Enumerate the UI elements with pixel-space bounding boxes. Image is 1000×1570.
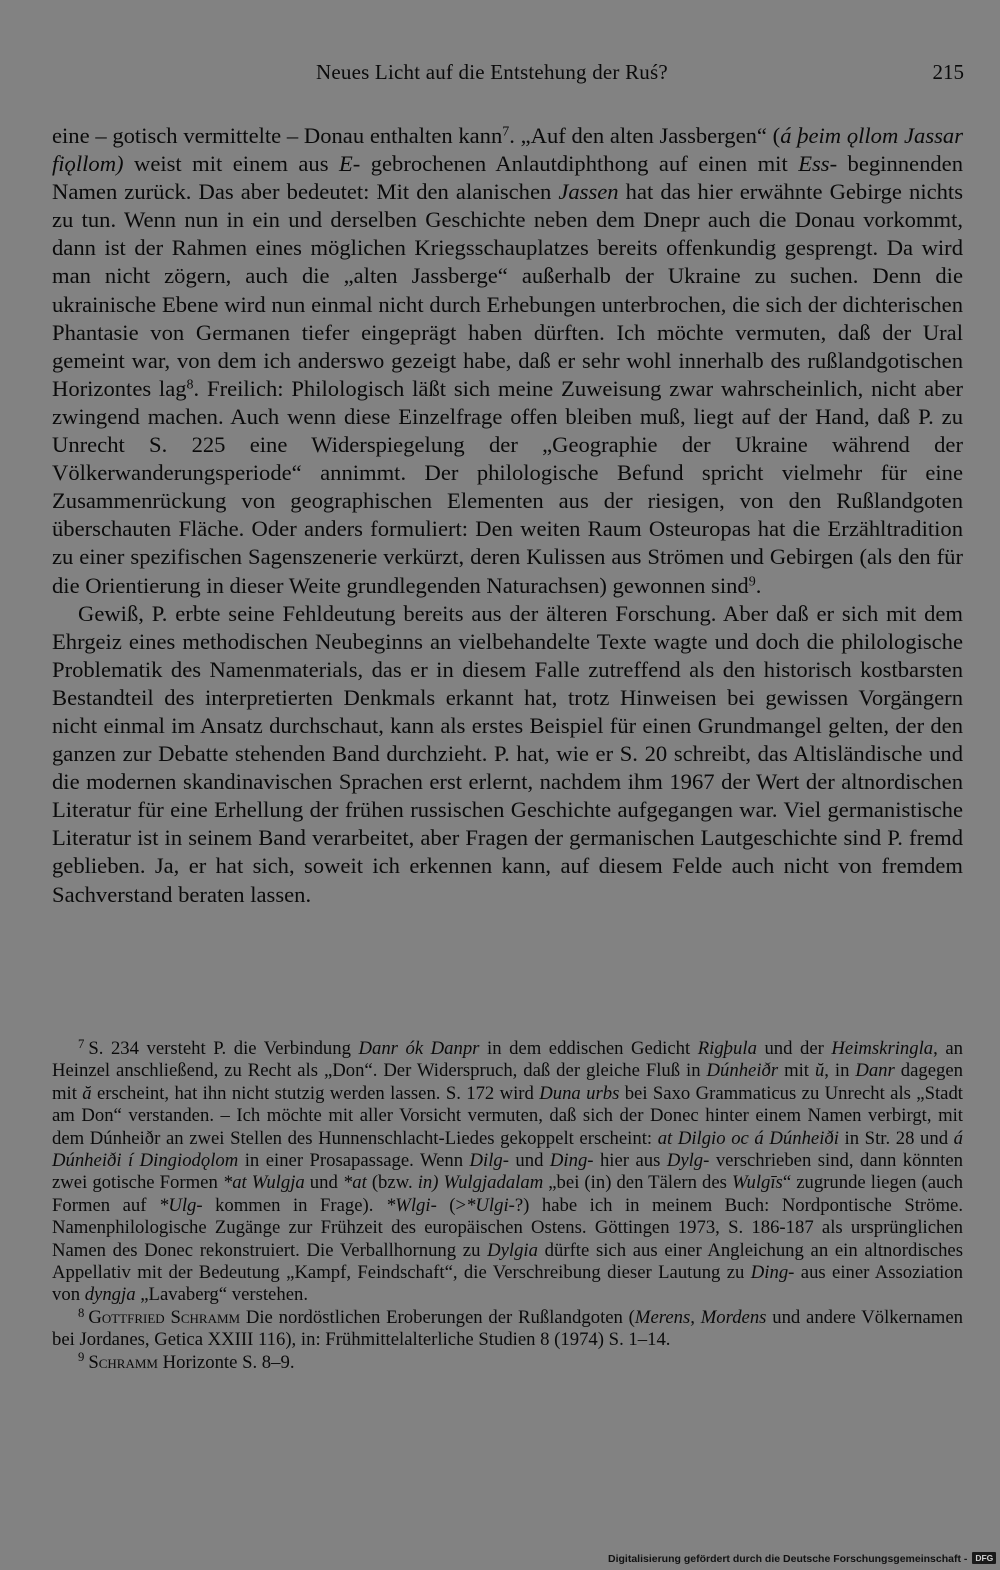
- italic-run: á þeim ǫllom Jassar fiǫllom): [52, 123, 963, 177]
- page-number: 215: [932, 60, 964, 84]
- footnote-ref-9: 9: [748, 573, 756, 589]
- text-run: Die nordöstlichen Eroberungen der Rußlandgoten (: [240, 1306, 635, 1328]
- footnote-number: 8: [78, 1305, 85, 1320]
- italic-run: E-: [338, 151, 361, 177]
- text-run: beginnenden Namen zurück. Das aber bedeutet: Mit den alanischen: [52, 151, 963, 205]
- text-run: , in: [824, 1060, 856, 1082]
- italic-run: Dilg-: [469, 1150, 509, 1172]
- italic-run: *at: [342, 1172, 367, 1194]
- main-text: [52, 122, 963, 909]
- italic-run: Rigþula: [697, 1038, 757, 1059]
- text-run: (bzw.: [366, 1172, 418, 1194]
- paragraph-1: [52, 122, 963, 600]
- running-header: [52, 60, 964, 90]
- text-run: weist mit einem aus: [123, 151, 339, 177]
- footnote-9: [52, 1352, 963, 1374]
- italic-run: ŭ: [814, 1060, 825, 1082]
- italic-run: *Ulg-: [158, 1194, 203, 1216]
- italic-run: *at Wulgja: [222, 1172, 305, 1194]
- text-run: ?) habe ich in meinem Buch: Nordpontische Ströme. Namenphilologische Zugänge zur Frühzeit des europäischen Ostens. Göttingen 1973, S. 186-187 als ursprünglichen Namen des Donec rekonstruiert. Die Verballhornung zu: [52, 1194, 963, 1261]
- text-run: in Str. 28 und: [838, 1127, 954, 1149]
- text-run: in dem eddischen Gedicht: [479, 1038, 698, 1059]
- running-title: Neues Licht auf die Entstehung der Ruś?: [316, 60, 668, 84]
- italic-run: Dylg-: [666, 1150, 710, 1172]
- italic-run: *Ulgi-: [466, 1194, 515, 1216]
- footnote-ref-7: 7: [502, 124, 510, 140]
- text-run: . Freilich: Philologisch läßt sich meine Zuweisung zwar wahrscheinlich, nicht aber zwingend machen. Auch wenn diese Einzelfrage offen bleiben muß, liegt auf der Hand, daß P. zu Unrecht S. 225 eine Widerspiegelung der „Geographie der Ukraine während der Völkerwanderungsperiode“ annimmt. Der philologische Befund spricht vielmehr für eine Zusammenrückung von geographischen Elementen aus der riesigen, von den Rußlandgoten überschauten Fläche. Oder anders formuliert: Den weiten Raum Osteuropas hat die Erzähltradition zu einer spezifischen Sagenszenerie verkürzt, deren Kulissen aus Strömen und Gebirgen (als den für die Orientierung in dieser Weite grundlegenden Naturachsen) gewonnen sind: [52, 375, 963, 598]
- text-run: und der: [756, 1038, 832, 1059]
- text-run: bei Saxo Grammaticus zu Unrecht als „Stadt am Don“ verstanden. – Ich möchte mit aller Vorsicht vermuten, daß sich der Donec hinter einem Namen verbirgt, mit dem Dúnheiðr an zwei Stellen des Hunnenschlacht-Liedes gekoppelt erscheint:: [52, 1082, 964, 1149]
- text-run: hat das hier erwähnte Gebirge nichts zu tun. Wenn nun in ein und derselben Geschichte neben dem Dnepr auch die Donau vorkommt, dann ist der Rahmen eines möglichen Kriegsschauplatzes bereits offenkundig gesprengt. Da wird man nicht zögern, auch die „alten Jassberge“ außerhalb der Ukraine zu suchen. Denn die ukrainische Ebene wird nun einmal nicht durch Erhebungen unterbrochen, die sich der dichterischen Phantasie von Germanen tiefer eingeprägt haben dürften. Ich möchte vermuten, daß der Ural gemeint war, von dem ich anderswo gezeigt habe, daß er sehr wohl innerhalb des rußlandgotischen Horizontes lag: [52, 179, 963, 401]
- text-run: „bei (in) den Tälern des: [543, 1172, 732, 1194]
- text-run: verschrieben sind, dann könnten zwei gotische Formen: [52, 1150, 964, 1194]
- author-name: Schramm: [88, 1351, 158, 1373]
- text-run: .: [755, 572, 762, 598]
- text-run: und andere Völkernamen bei Jordanes, Getica XXIII 116), in: Frühmittelalterliche Studien 8 (1974) S. 1–14.: [52, 1306, 963, 1351]
- italic-run: Wulgīs: [731, 1172, 783, 1194]
- italic-run: Duna urbs: [539, 1082, 620, 1104]
- footnote-number: 7: [78, 1036, 85, 1051]
- text-run: dagegen mit: [52, 1060, 963, 1104]
- italic-run: Jassen: [558, 179, 619, 205]
- text-run: S. 234 versteht P. die Verbindung: [88, 1038, 359, 1059]
- italic-run: Danr: [855, 1060, 895, 1082]
- text-run: und: [304, 1172, 343, 1194]
- footnote-7: [52, 1038, 963, 1307]
- author-name: Gottfried Schramm: [88, 1306, 241, 1328]
- italic-run: dyngja: [84, 1284, 136, 1306]
- digitization-credit: [608, 1551, 996, 1567]
- italic-run: ă: [82, 1082, 92, 1104]
- text-run: dürfte sich aus einer Angleichung an ein altnordisches Appellativ mit der Bedeutung „Kampf, Feindschaft“, die Verschreibung dieser Lautung zu: [52, 1239, 963, 1284]
- italic-run: *Wlgi-: [385, 1194, 437, 1216]
- footnotes: [52, 1038, 963, 1374]
- dfg-logo: DFG: [972, 1552, 996, 1564]
- text-run: gebrochenen Anlautdiphthong auf einen mit: [360, 151, 799, 177]
- italic-run: Danr ók Danpr: [358, 1038, 480, 1059]
- paragraph-2: Gewiß, P. erbte seine Fehldeutung bereits aus der älteren Forschung. Aber daß er sich mit dem Ehrgeiz eines methodischen Neubeginns an vielbehandelte Texte wagte und doch die philologische Problematik des Namenmaterials, das er in diesem Falle zutreffend als den historisch kostbarsten Bestandteil des interpretierten Denkmals erkannt hat, trotz Hinweisen bei gewissen Vorgängern nicht einmal im Ansatz durchschaut, kann als erstes Beispiel für einen Grundmangel gelten, der den ganzen zur Debatte stehenden Band durchzieht. P. hat, wie er S. 20 schreibt, das Altisländische und die modernen skandinavischen Sprachen erst erlernt, nachdem ihm 1967 der Wert der altnordischen Literatur für eine Erhellung der frühen russischen Geschichte aufgegangen war. Viel germanistische Literatur ist in seinem Band verarbeitet, aber Fragen der germanischen Lautgeschichte sind P. fremd geblieben. Ja, er hat sich, soweit ich erkennen kann, auf diesem Felde auch nicht von fremdem Sachverstand beraten lassen.: [52, 600, 963, 907]
- footnote-ref-8: 8: [186, 377, 194, 393]
- footnote-8: [52, 1307, 963, 1352]
- text-run: und: [508, 1150, 550, 1172]
- text-run: “ zugrunde liegen (auch Formen auf: [52, 1172, 963, 1216]
- text-run: aus einer Assoziation von: [52, 1262, 963, 1306]
- footnote-number: 9: [78, 1350, 85, 1365]
- text-run: in einer Prosapassage. Wenn: [238, 1150, 470, 1172]
- text-run: Horizonte S. 8–9.: [158, 1351, 295, 1373]
- italic-run: Merens, Mordens: [634, 1306, 767, 1328]
- text-run: , an Heinzel anschließend, zu Recht als „Don“. Der Widerspruch, daß der gleiche Fluß in: [52, 1038, 963, 1082]
- italic-run: Ding-: [549, 1150, 594, 1172]
- text-run: hier aus: [593, 1150, 667, 1172]
- text-run: . „Auf den alten Jassbergen“ (: [509, 123, 781, 148]
- italic-run: Ding-: [750, 1262, 795, 1284]
- italic-run: Dúnheiðr: [706, 1060, 779, 1082]
- italic-run: in): [417, 1172, 439, 1194]
- italic-run: á Dúnheiði í Dingiodǫlom: [52, 1127, 964, 1172]
- italic-run: Dylgia: [487, 1239, 538, 1261]
- italic-run: Heimskringla: [831, 1038, 934, 1059]
- italic-run: Ess-: [798, 151, 838, 177]
- text-run: „Lavaberg“ verstehen.: [135, 1284, 308, 1306]
- italic-run: at Dilgio oc á Dúnheiði: [657, 1127, 839, 1149]
- text-run: kommen in Frage).: [202, 1194, 386, 1216]
- text-run: mit: [778, 1060, 815, 1082]
- text-run: (>: [436, 1194, 467, 1216]
- text-run: eine – gotisch vermittelte – Donau enthalten kann: [52, 123, 503, 148]
- credit-text: Digitalisierung gefördert durch die Deutsche Forschungsgemeinschaft -: [608, 1553, 968, 1565]
- italic-run: Wulgjadalam: [443, 1172, 544, 1194]
- text-run: erscheint, hat ihn nicht stutzig werden lassen. S. 172 wird: [91, 1082, 540, 1104]
